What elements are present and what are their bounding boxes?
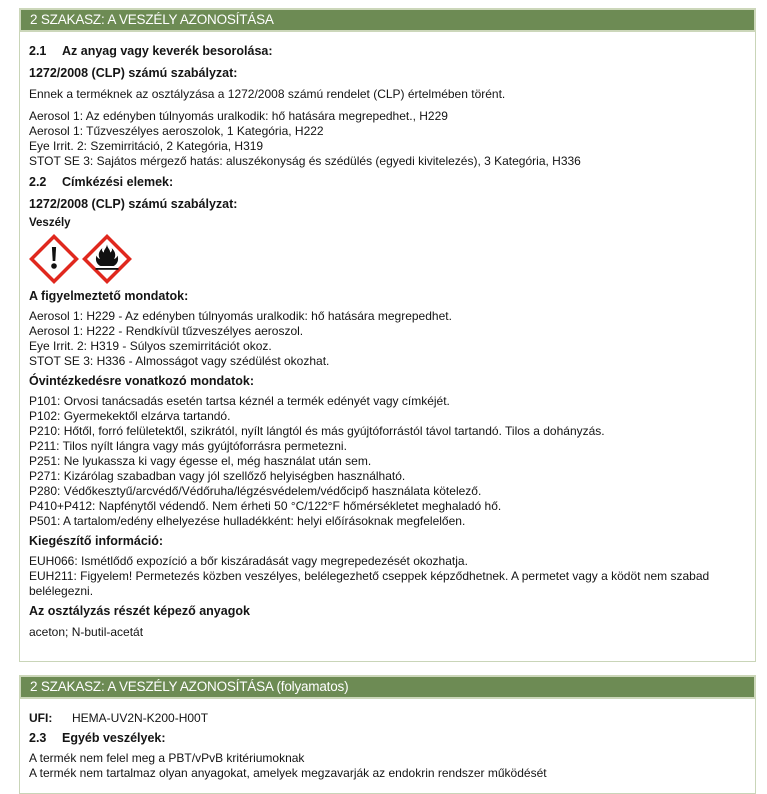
hazard-statement: Eye Irrit. 2: H319 - Súlyos szemirritációt okoz.: [29, 339, 272, 353]
precaution-statements-heading: Óvintézkedésre vonatkozó mondatok:: [29, 374, 255, 388]
ufi-label: UFI:: [29, 711, 53, 725]
ghs-pictogram-row: [29, 234, 741, 284]
signal-word: Veszély: [29, 217, 71, 229]
hazard-statement: Aerosol 1: H222 - Rendkívül tűzveszélyes aeroszol.: [29, 324, 304, 338]
other-hazards-list: [29, 751, 741, 781]
section-2-header: 2 SZAKASZ: A VESZÉLY AZONOSÍTÁSA: [19, 8, 756, 32]
section-2-body: [19, 32, 756, 662]
classification-line: Aerosol 1: Az edényben túlnyomás uralkodik: hő hatására megrepedhet., H229: [29, 109, 448, 123]
precaution-statement: P501: A tartalom/edény elhelyezése hulladékként: helyi előírásoknak megfelelően.: [29, 514, 466, 528]
hazard-statements-list: [29, 309, 741, 369]
clp-regulation-heading: 1272/2008 (CLP) számú szabályzat:: [29, 197, 238, 211]
precaution-statements-list: [29, 394, 741, 529]
section-2-continued-panel: [19, 675, 756, 794]
clp-regulation-heading: 1272/2008 (CLP) számú szabályzat:: [29, 66, 238, 80]
ufi-row: [29, 711, 741, 725]
supplementary-statement: EUH066: Ismétlődő expozíció a bőr kiszáradását vagy megrepedezését okozhatja.: [29, 554, 468, 568]
ufi-value: HEMA-UV2N-K200-H00T: [72, 711, 209, 725]
subsection-title: Egyéb veszélyek:: [62, 731, 166, 745]
precaution-statement: P211: Tilos nyílt lángra vagy más gyújtóforrásra permetezni.: [29, 439, 347, 453]
ghs07-exclamation-icon: [29, 234, 79, 284]
classification-list: [29, 109, 741, 169]
precaution-statement: P102: Gyermekektől elzárva tartandó.: [29, 409, 231, 423]
classification-line: Aerosol 1: Tűzveszélyes aeroszolok, 1 Kategória, H222: [29, 124, 324, 138]
ghs02-flame-icon: [82, 234, 132, 284]
section-2-panel: [19, 8, 756, 662]
hazard-statements-heading: A figyelmeztető mondatok:: [29, 289, 189, 303]
precaution-statement: P251: Ne lyukassza ki vagy égesse el, még használat után sem.: [29, 454, 372, 468]
other-hazard-line: A termék nem tartalmaz olyan anyagokat, amelyek megzavarják az endokrin rendszer működését: [29, 766, 547, 780]
subsection-number: 2.3: [29, 731, 47, 745]
supplementary-info-list: [29, 554, 741, 599]
classification-substances-heading: Az osztályzás részét képező anyagok: [29, 604, 250, 618]
subsection-title: Az anyag vagy keverék besorolása:: [62, 44, 273, 58]
subsection-2-3-heading: [29, 731, 741, 745]
precaution-statement: P410+P412: Napfénytől védendő. Nem érheti 50 °C/122°F hőmérsékletet meghaladó hő.: [29, 499, 502, 513]
supplementary-info-heading: Kiegészítő információ:: [29, 534, 164, 548]
hazard-statement: Aerosol 1: H229 - Az edényben túlnyomás uralkodik: hő hatására megrepedhet.: [29, 309, 452, 323]
section-2-continued-header: 2 SZAKASZ: A VESZÉLY AZONOSÍTÁSA (folyamatos): [19, 675, 756, 699]
classification-intro: Ennek a terméknek az osztályzása a 1272/2008 számú rendelet (CLP) értelmében törént.: [29, 87, 506, 101]
precaution-statement: P280: Védőkesztyű/arcvédő/Védőruha/légzésvédelem/védőcipő használata kötelező.: [29, 484, 482, 498]
subsection-number: 2.1: [29, 44, 47, 58]
subsection-2-2-heading: [29, 175, 741, 189]
supplementary-statement: EUH211: Figyelem! Permetezés közben veszélyes, belélegezhető cseppek képződhetnek. A permetet vagy a ködöt nem szabad belélegezni.: [29, 569, 710, 598]
precaution-statement: P101: Orvosi tanácsadás esetén tartsa kéznél a termék edényét vagy címkéjét.: [29, 394, 450, 408]
precaution-statement: P271: Kizárólag szabadban vagy jól szellőző helyiségben használható.: [29, 469, 406, 483]
precaution-statement: P210: Hőtől, forró felületektől, szikrától, nyílt lángtól és más gyújtóforrástól távol tartandó. Tilos a dohányzás.: [29, 424, 605, 438]
other-hazard-line: A termék nem felel meg a PBT/vPvB kritériumoknak: [29, 751, 305, 765]
classification-line: STOT SE 3: Sajátos mérgező hatás: aluszékonyság és szédülés (egyedi kivitelezés), 3 Kategória, H336: [29, 154, 581, 168]
classification-line: Eye Irrit. 2: Szemirritáció, 2 Kategória, H319: [29, 139, 264, 153]
hazard-statement: STOT SE 3: H336 - Almosságot vagy szédülést okozhat.: [29, 354, 330, 368]
subsection-2-1-heading: [29, 44, 741, 58]
subsection-number: 2.2: [29, 175, 47, 189]
subsection-title: Címkézési elemek:: [62, 175, 174, 189]
classification-substances: aceton; N-butil-acetát: [29, 625, 144, 639]
